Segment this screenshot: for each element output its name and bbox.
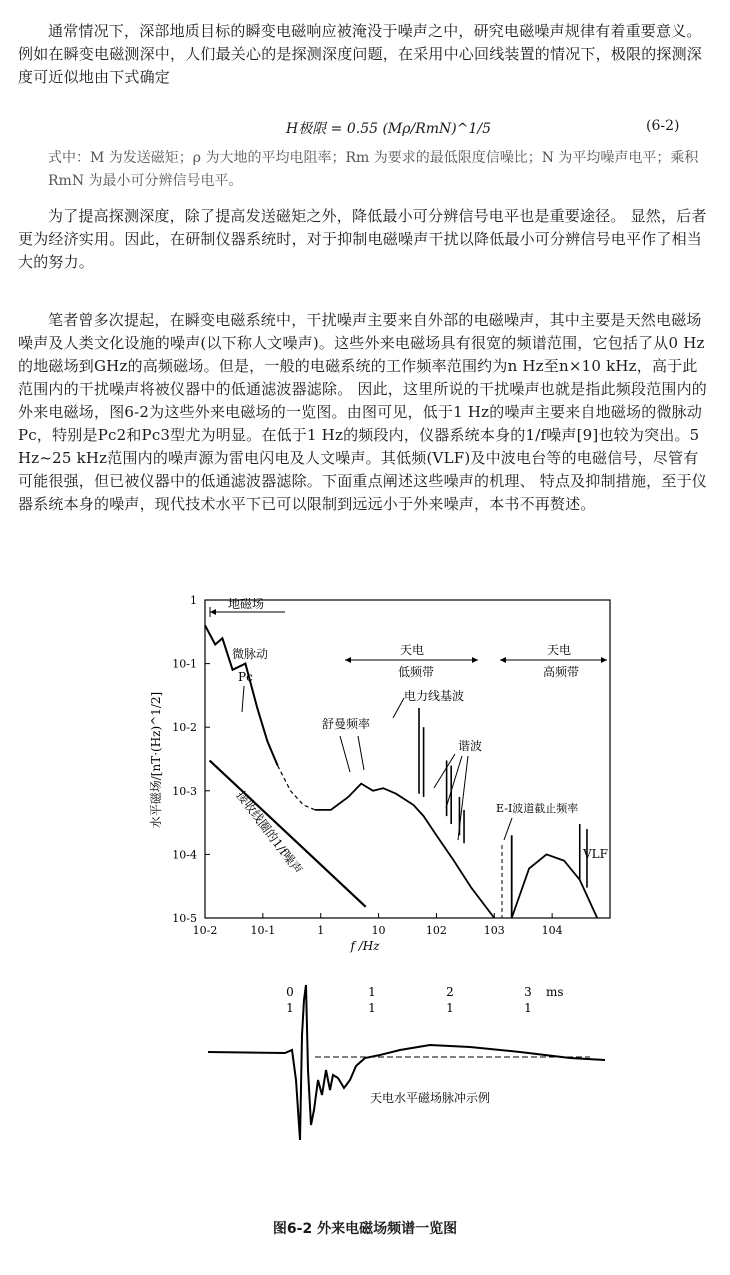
pulse-tick-mark: 1 bbox=[446, 1001, 454, 1015]
highband-arrow-right bbox=[601, 657, 607, 663]
label-coil-noise: 接收线圈的1/f噪声 bbox=[233, 788, 306, 877]
y-tick-label: 1 bbox=[190, 594, 197, 607]
label-tiandian-high: 天电 bbox=[547, 643, 572, 657]
label-powerline: 电力线基波 bbox=[404, 689, 465, 703]
pulse-time-label: 1 bbox=[368, 985, 376, 999]
pulse-time-label: 3 bbox=[524, 985, 532, 999]
label-ei-cutoff: E-I波道截止频率 bbox=[496, 802, 579, 815]
formula-expression: H极限 = 0.55 (Mρ/RmN)^1/5 bbox=[286, 121, 491, 137]
schumann-pointer-1 bbox=[340, 736, 350, 772]
x-tick-label: 10 bbox=[371, 924, 386, 937]
geomag-arrow bbox=[210, 609, 216, 615]
x-axis-label: f /Hz bbox=[350, 939, 380, 953]
y-tick-label: 10-5 bbox=[172, 912, 197, 925]
label-pc: Pc bbox=[238, 670, 253, 684]
label-vlf: VLF bbox=[583, 847, 608, 861]
y-tick-label: 10-4 bbox=[172, 848, 197, 862]
y-tick-label: 10-3 bbox=[172, 784, 197, 798]
pulse-plot bbox=[208, 985, 605, 1140]
curve-highband bbox=[512, 854, 598, 918]
x-tick-label: 104 bbox=[541, 924, 563, 937]
pulse-waveform bbox=[208, 985, 605, 1140]
powerline-pointer bbox=[393, 698, 404, 718]
pulse-tick-mark: 1 bbox=[368, 1001, 376, 1015]
formula-number: (6-2) bbox=[646, 118, 680, 134]
formula-note: 式中：M 为发送磁矩；ρ 为大地的平均电阻率；Rm 为要求的最低限度信噪比；N 为平均噪声电平；乘积 RmN 为最小可分辨信号电平。 bbox=[48, 150, 699, 189]
x-tick-label: 103 bbox=[483, 924, 505, 937]
label-lowband: 低频带 bbox=[398, 665, 435, 679]
paragraph-depth: 为了提高探测深度，除了提高发送磁矩之外，降低最小可分辨信号电平也是重要途径。 显然，后者更为经济实用。因此，在研制仪器系统时，对于抑制电磁噪声干扰以降低最小可分辨信号电平作了相当大的努力。 bbox=[18, 207, 707, 271]
pulse-tick-mark: 1 bbox=[286, 1001, 294, 1015]
pulse-caption: 天电水平磁场脉冲示例 bbox=[370, 1091, 491, 1105]
highband-arrow-left bbox=[500, 657, 506, 663]
pulse-tick-mark: 1 bbox=[524, 1001, 532, 1015]
x-tick-label: 10-1 bbox=[250, 924, 276, 937]
label-highband: 高频带 bbox=[543, 665, 580, 679]
lowband-arrow-left bbox=[345, 657, 351, 663]
y-tick-label: 10-2 bbox=[172, 721, 197, 735]
label-tiandian-low: 天电 bbox=[400, 643, 425, 657]
curve-coil-noise bbox=[210, 761, 366, 907]
pulse-unit: ms bbox=[546, 985, 564, 999]
figure-caption: 图6-2 外来电磁场频谱一览图 bbox=[272, 1221, 458, 1237]
curve-pc-dashed bbox=[278, 766, 316, 810]
label-schumann: 舒曼频率 bbox=[322, 717, 371, 731]
curve-lowband bbox=[315, 784, 494, 918]
label-micropulsation: 微脉动 bbox=[232, 647, 269, 661]
pulse-time-label: 2 bbox=[446, 985, 454, 999]
paragraph-noise: 笔者曾多次提起，在瞬变电磁系统中，干扰噪声主要来自外部的电磁噪声，其中主要是天然电磁场噪声及人类文化设施的噪声(以下称人文噪声)。这些外来电磁场具有很宽的频谱范围，它包括了从0 Hz的地磁场到GHz的高频磁场。但是，一般的电磁系统的工作频率范围约为n Hz至n×10 kHz，高于此范围内的干扰噪声将被仪器中的低通滤波器滤除。 因此，这里所说的干扰噪声也就是指此频段范围内的外来电磁场，图6-2为这些外来电磁场的一览图。由图可见，低于1 Hz的噪声主要来自地磁场的微脉动Pc，特别是Pc2和Pc3型尤为明显。在低于1 Hz的频段内，仪器系统本身的1/f噪声[9]也较为突出。5 Hz~25 kHz范围内的噪声源为雷电闪电及人文噪声。其低频(VLF)及中波电台等的电磁信号，尽管有可能很强，但已被仪器中的低通滤波器滤除。下面重点阐述这些噪声的机理、 特点及抑制措施，至于仪器系统本身的噪声，现代技术水平下已可以限制到远远小于外来噪声，本书不再赘述。 bbox=[18, 311, 707, 513]
label-geomag: 地磁场 bbox=[228, 597, 265, 611]
y-axis-label: 水平磁场/[nT·(Hz)^1/2] bbox=[149, 691, 163, 829]
label-harmonics: 谐波 bbox=[458, 739, 483, 753]
y-tick-label: 10-1 bbox=[172, 657, 197, 671]
ei-pointer bbox=[504, 818, 512, 840]
x-tick-label: 10-2 bbox=[192, 924, 218, 937]
x-tick-label: 1 bbox=[317, 924, 325, 937]
pc-pointer bbox=[242, 686, 244, 712]
lowband-arrow-right bbox=[472, 657, 478, 663]
pulse-time-label: 0 bbox=[286, 985, 294, 999]
paragraph-intro: 通常情况下，深部地质目标的瞬变电磁响应被淹没于噪声之中，研究电磁噪声规律有着重要意义。例如在瞬变电磁测深中，人们最关心的是探测深度问题，在采用中心回线装置的情况下，极限的探测深度可近似地由下式确定 bbox=[18, 22, 703, 86]
x-tick-label: 102 bbox=[425, 924, 447, 937]
schumann-pointer-2 bbox=[358, 736, 364, 770]
